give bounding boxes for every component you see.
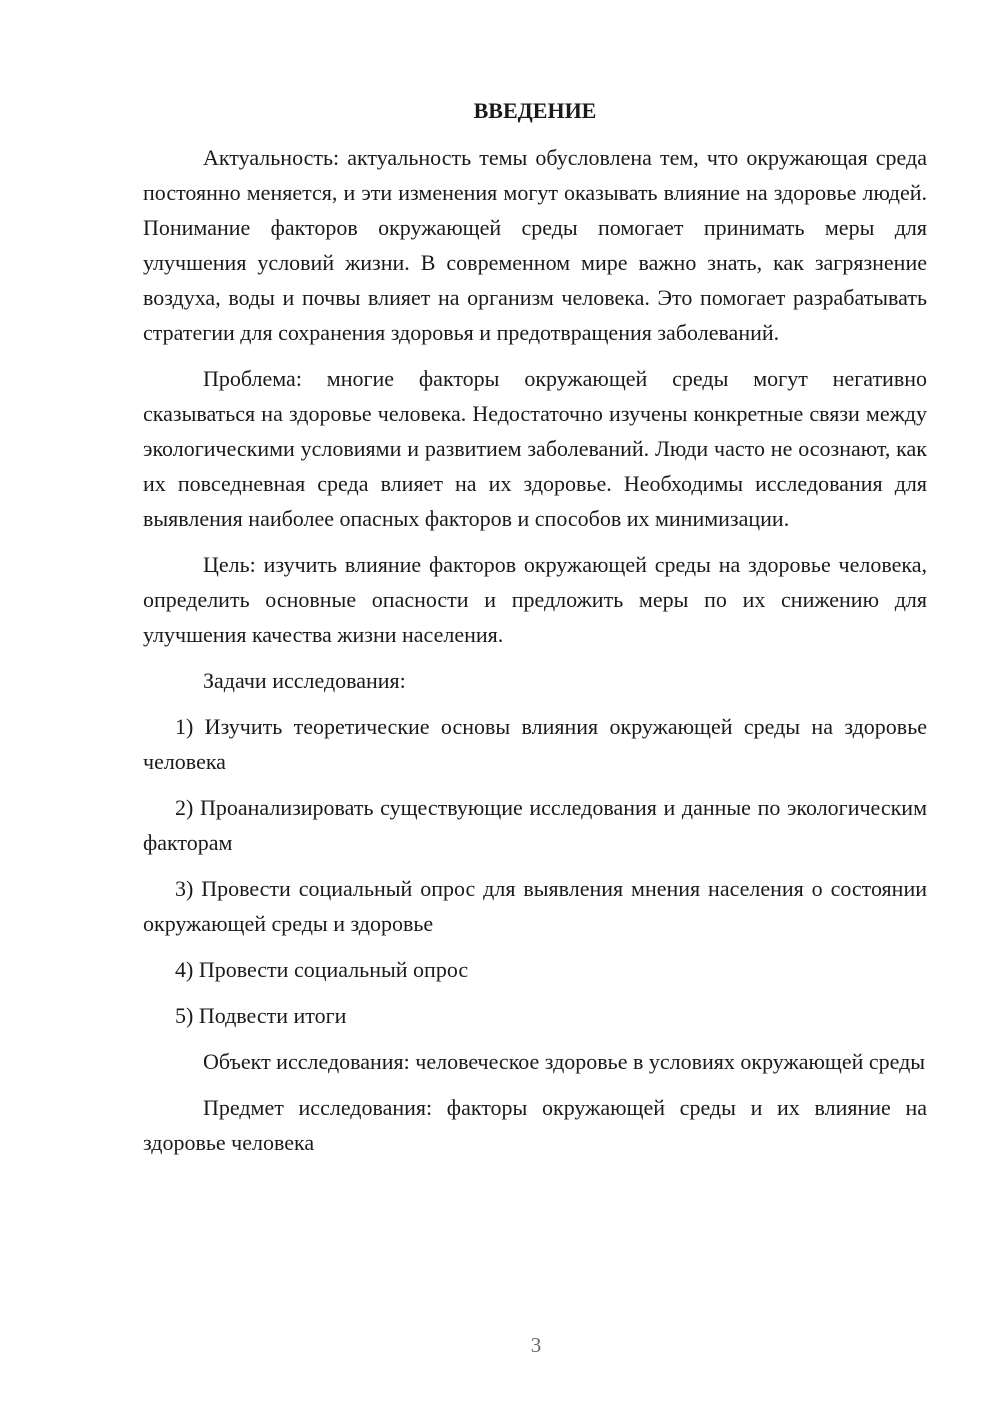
task-item: 1) Изучить теоретические основы влияния окружающей среды на здоровье человека <box>143 714 927 774</box>
problem-paragraph: Проблема: многие факторы окружающей среды могут негативно сказываться на здоровье человека. Недостаточно изучены конкретные связи между экологическими условиями и развитием заболеваний. Люди часто не осознают, как их повседневная среда влияет на их здоровье. Необходимы исследования для выявления наиболее опасных факторов и способов их минимизации. <box>143 366 927 531</box>
tasks-list <box>143 709 927 1033</box>
relevance-paragraph: Актуальность: актуальность темы обусловлена тем, что окружающая среда постоянно меняется, и эти изменения могут оказывать влияние на здоровье людей. Понимание факторов окружающей среды помогает принимать меры для улучшения условий жизни. В современном мире важно знать, как загрязнение воздуха, воды и почвы влияет на организм человека. Это помогает разрабатывать стратегии для сохранения здоровья и предотвращения заболеваний. <box>143 145 927 345</box>
goal-paragraph: Цель: изучить влияние факторов окружающей среды на здоровье человека, определить основные опасности и предложить меры по их снижению для улучшения качества жизни населения. <box>143 552 927 647</box>
task-item: 2) Проанализировать существующие исследования и данные по экологическим факторам <box>143 795 927 855</box>
task-item: 4) Провести социальный опрос <box>175 957 469 982</box>
tasks-heading: Задачи исследования: <box>203 668 406 693</box>
document-page <box>143 96 927 1171</box>
subject-paragraph: Предмет исследования: факторы окружающей среды и их влияние на здоровье человека <box>143 1095 927 1155</box>
object-paragraph: Объект исследования: человеческое здоровье в условиях окружающей среды <box>203 1049 926 1074</box>
page-title: ВВЕДЕНИЕ <box>473 98 597 123</box>
task-item: 3) Провести социальный опрос для выявления мнения населения о состоянии окружающей среды и здоровье <box>143 876 927 936</box>
task-item: 5) Подвести итоги <box>175 1003 347 1028</box>
page-number: 3 <box>530 1333 542 1357</box>
